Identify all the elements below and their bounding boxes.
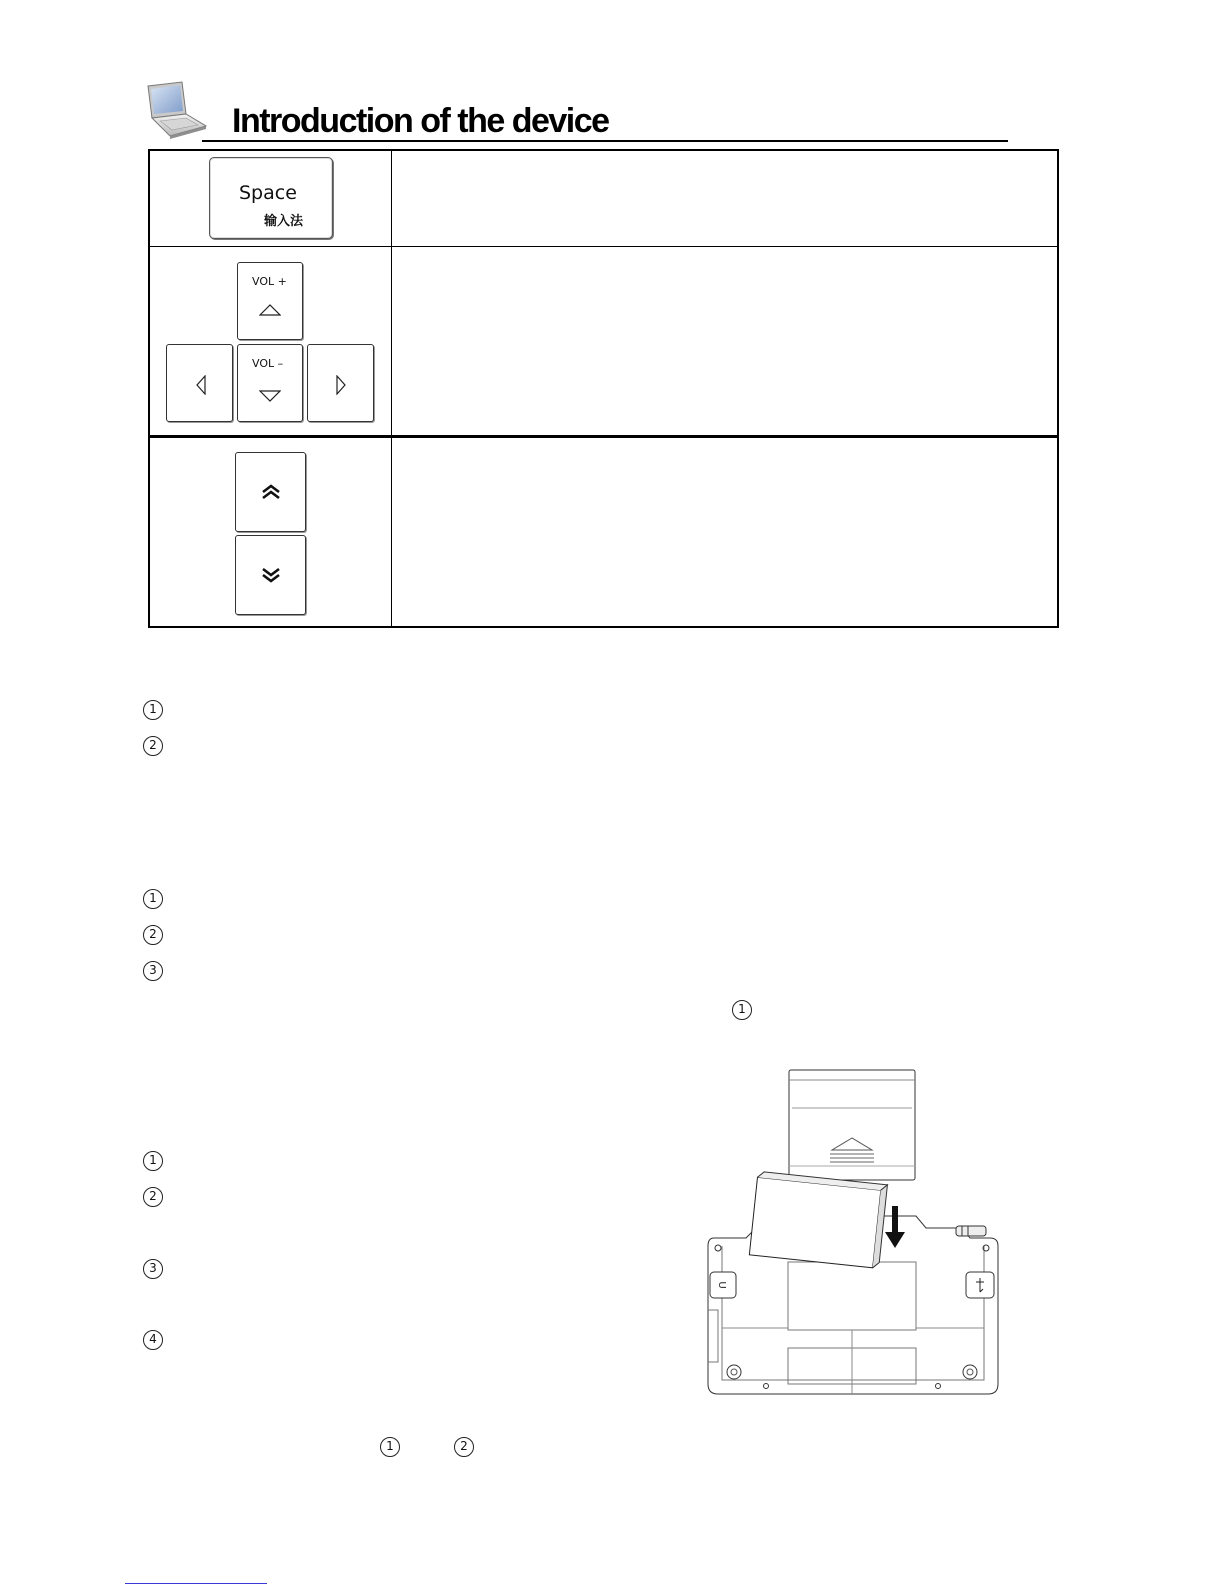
space-key-label: Space (239, 182, 297, 204)
inline-step-marker: 1 (732, 1000, 752, 1020)
space-key-sublabel: 输入法 (264, 214, 304, 229)
right-key (307, 344, 374, 422)
step-marker: 3 (143, 1259, 163, 1279)
battery-installation-diagram (700, 1066, 1006, 1400)
double-chevron-up-icon (260, 484, 282, 500)
vol-up-key (237, 262, 303, 340)
step-marker: 2 (143, 925, 163, 945)
inline-step-marker: 2 (454, 1437, 474, 1457)
page-down-key (235, 535, 306, 615)
left-key (166, 344, 233, 422)
page-up-key (235, 452, 306, 532)
step-marker: 1 (143, 700, 163, 720)
step-marker: 3 (143, 961, 163, 981)
step-marker: 2 (143, 1187, 163, 1207)
footer-link-underline (125, 1583, 267, 1584)
triangle-down-icon (259, 390, 281, 402)
step-marker: 1 (143, 1151, 163, 1171)
step-marker: 4 (143, 1330, 163, 1350)
laptop-icon (138, 80, 210, 142)
triangle-left-icon (196, 375, 206, 395)
inline-step-marker: 1 (380, 1437, 400, 1457)
vol-down-key (237, 344, 303, 422)
key-table (148, 149, 1059, 628)
vol-down-label: VOL – (252, 357, 284, 370)
step-marker: 2 (143, 736, 163, 756)
step-marker: 1 (143, 889, 163, 909)
page-title: Introduction of the device (232, 102, 609, 140)
svg-text:U: U (716, 1281, 727, 1289)
space-key (209, 157, 333, 239)
title-underline (202, 140, 1008, 142)
triangle-up-icon (259, 304, 281, 316)
double-chevron-down-icon (260, 567, 282, 583)
triangle-right-icon (336, 375, 346, 395)
vol-up-label: VOL + (252, 275, 287, 288)
